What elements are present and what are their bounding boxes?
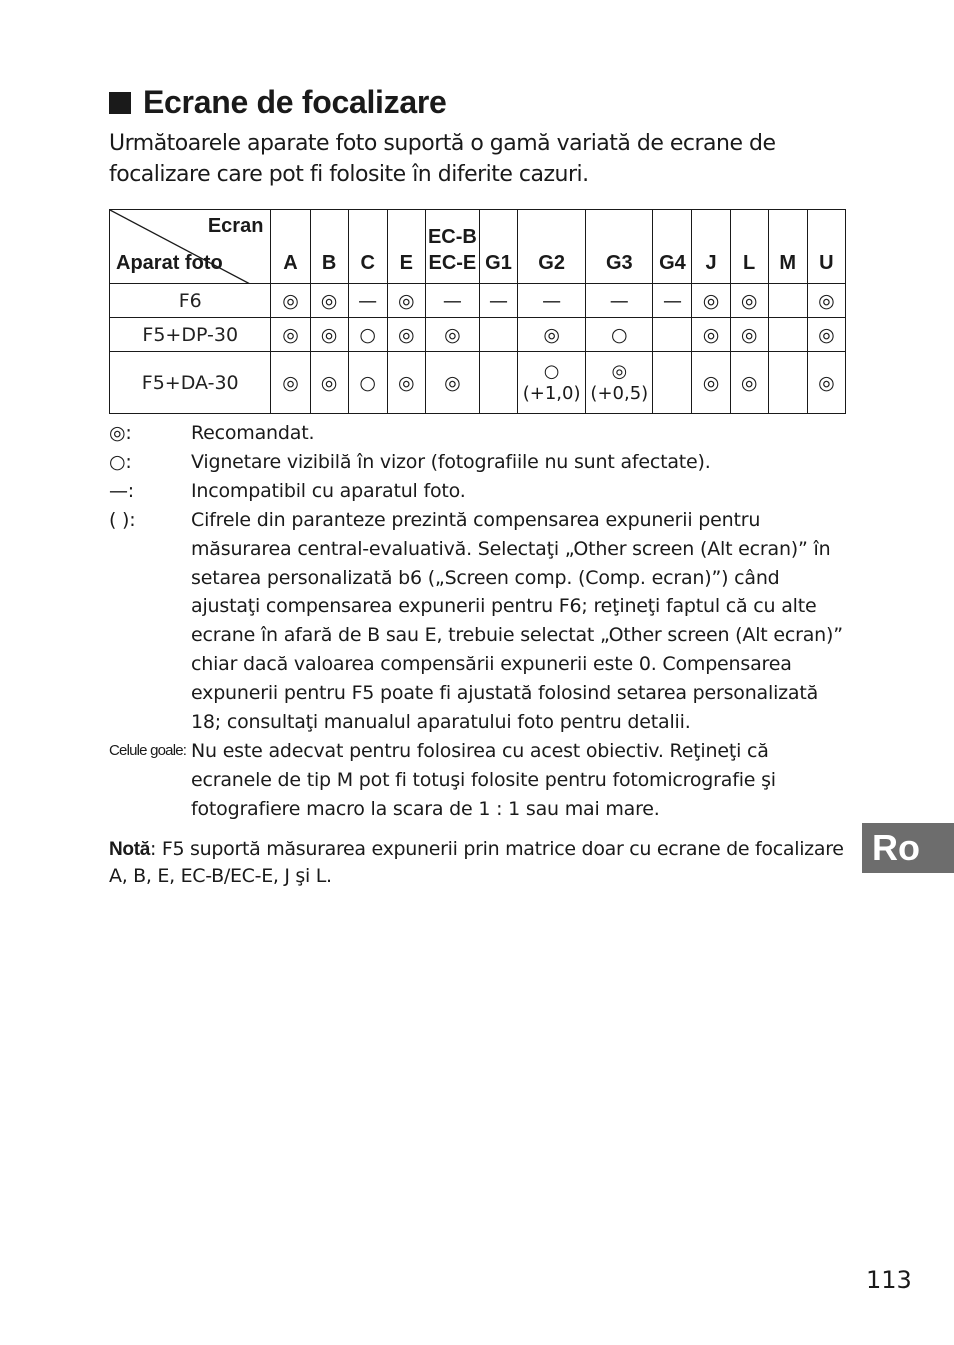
legend-text: Incompatibil cu aparatul foto. (191, 479, 466, 502)
col-header-g2: G2 (518, 210, 586, 284)
table-row (110, 352, 846, 414)
compat-cell: — (425, 284, 479, 318)
camera-cell: F5+DP-30 (110, 318, 271, 352)
compat-cell (768, 318, 807, 352)
compat-cell (653, 318, 692, 352)
compat-cell: ○ (348, 318, 387, 352)
compat-cell (479, 318, 517, 352)
legend-key: —: (109, 479, 135, 502)
compat-cell: ◎ (807, 284, 845, 318)
header-camera-label: Aparat foto (116, 252, 223, 274)
legend-item (109, 477, 849, 506)
col-header-m: M (768, 210, 807, 284)
legend-text: Nu este adecvat pentru folosirea cu acest obiectiv. Reţineţi că ecranele de tip M pot fi totuşi folosite pentru fotomicrografie şi fotografiere macro la scara de 1 : 1 sau mai mare. (191, 739, 776, 820)
compat-cell: ◎ (310, 284, 348, 318)
camera-cell: F6 (110, 284, 271, 318)
page-number: 113 (866, 1266, 912, 1294)
compat-cell (768, 284, 807, 318)
compat-cell-with-comp (586, 352, 653, 414)
compat-cell: ◎ (271, 318, 310, 352)
col-header-g1: G1 (479, 210, 517, 284)
compat-cell: ○ (586, 318, 653, 352)
square-bullet-icon (109, 92, 131, 114)
compensation-value: (+0,5) (590, 382, 649, 404)
header-screen-label: Ecran (207, 215, 264, 237)
compat-cell: ◎ (807, 352, 845, 414)
compat-cell: ◎ (425, 318, 479, 352)
table-row (110, 284, 846, 318)
camera-cell: F5+DA-30 (110, 352, 271, 414)
compat-cell: — (518, 284, 586, 318)
legend-key: ○: (109, 450, 132, 473)
compat-symbol: ◎ (611, 360, 628, 382)
table-corner-header (110, 210, 271, 284)
compat-cell: — (348, 284, 387, 318)
col-header-l: L (730, 210, 768, 284)
compensation-value: (+1,0) (522, 382, 581, 404)
note-paragraph (109, 836, 854, 890)
compat-cell: ◎ (310, 352, 348, 414)
legend-item (109, 506, 849, 737)
compat-symbol: ○ (543, 360, 560, 382)
compat-cell: ◎ (730, 318, 768, 352)
compat-cell: ◎ (387, 284, 425, 318)
legend-key: ◎: (109, 422, 132, 444)
note-text: : F5 suportă măsurarea expunerii prin matrice doar cu ecrane de focalizare A, B, E, EC-B/EC-E, J şi L. (109, 838, 844, 887)
compat-cell (479, 352, 517, 414)
compat-cell: ◎ (387, 352, 425, 414)
legend-key: Celule goale: (109, 741, 187, 759)
col-header-u: U (807, 210, 845, 284)
compat-cell: — (653, 284, 692, 318)
compat-cell: ◎ (692, 284, 730, 318)
legend-key: ( ): (109, 508, 136, 531)
legend-text: Vignetare vizibilă în vizor (fotografiile nu sunt afectate). (191, 450, 711, 473)
section-title: Ecrane de focalizare (143, 84, 447, 120)
compat-cell: ◎ (425, 352, 479, 414)
intro-paragraph: Următoarele aparate foto suportă o gamă variată de ecrane de focalizare care pot fi folosite în diferite cazuri. (109, 131, 776, 187)
compat-cell: ◎ (271, 352, 310, 414)
col-header-ec-e: EC-E (428, 252, 477, 274)
compat-cell: ◎ (730, 284, 768, 318)
compat-cell: ◎ (518, 318, 586, 352)
legend-item (109, 448, 849, 477)
focusing-screens-table (109, 209, 846, 414)
compat-cell: ○ (348, 352, 387, 414)
compat-cell: — (586, 284, 653, 318)
compat-cell: ◎ (692, 352, 730, 414)
note-label: Notă (109, 839, 151, 860)
col-header-c: C (348, 210, 387, 284)
section-heading (109, 84, 447, 121)
col-header-g4: G4 (653, 210, 692, 284)
compat-cell: — (479, 284, 517, 318)
legend-text: Recomandat. (191, 422, 315, 444)
col-header-e: E (387, 210, 425, 284)
compat-cell: ◎ (730, 352, 768, 414)
compat-cell: ◎ (807, 318, 845, 352)
compat-cell-with-comp (518, 352, 586, 414)
col-header-j: J (692, 210, 730, 284)
legend-text: Cifrele din paranteze prezintă compensarea expunerii pentru măsurarea central-evaluativă. Selectaţi „Other screen (Alt ecran)” în setarea personalizată b6 („Screen comp. (Comp. ecran)”) când ajustaţi compensarea expunerii pentru F6; reţineţi faptul că cu alte ecrane în afară de B sau E, trebuie selectat „Other screen (Alt ecran)” chiar dacă valoarea compensării expunerii este 0. Compensarea expunerii pentru F5 poate fi ajustată folosind setarea personalizată 18; consultaţi manualul aparatului foto pentru detalii. (191, 508, 843, 734)
legend-item (109, 737, 849, 824)
legend-item (109, 419, 849, 448)
compat-cell: ◎ (387, 318, 425, 352)
compat-cell: ◎ (310, 318, 348, 352)
col-header-a: A (271, 210, 310, 284)
col-header-ec (425, 210, 479, 284)
col-header-ec-b: EC-B (427, 226, 477, 248)
compat-cell (768, 352, 807, 414)
col-header-g3: G3 (586, 210, 653, 284)
compat-cell: ◎ (692, 318, 730, 352)
legend (109, 419, 849, 824)
table-row (110, 318, 846, 352)
compat-cell (653, 352, 692, 414)
language-tab: Ro (862, 823, 954, 873)
col-header-b: B (310, 210, 348, 284)
compat-cell: ◎ (271, 284, 310, 318)
